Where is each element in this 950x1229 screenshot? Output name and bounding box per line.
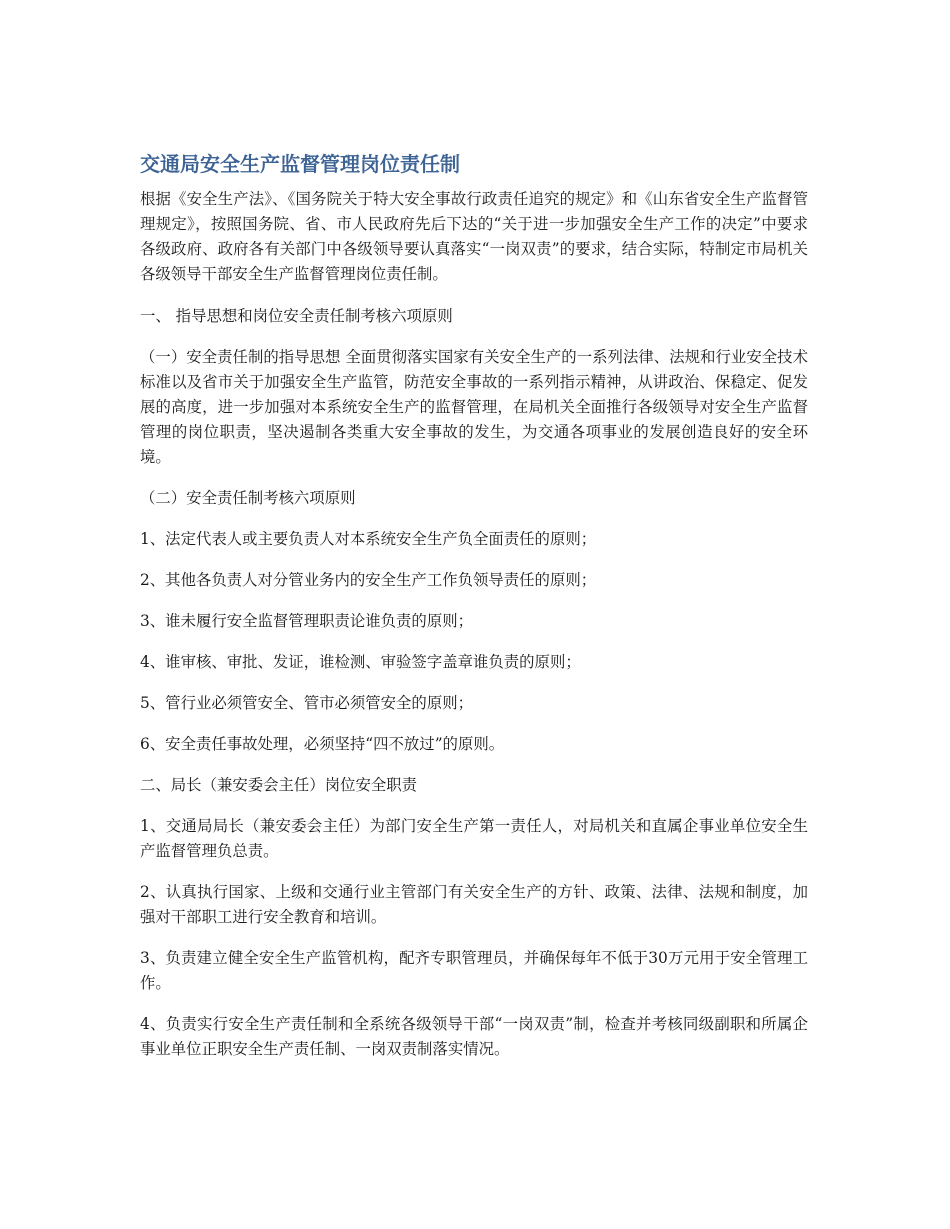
intro-paragraph: 根据《安全生产法》、《国务院关于特大安全事故行政责任追究的规定》和《山东省安全生产监督管理规定》，按照国务院、省、市人民政府先后下达的“关于进一步加强安全生产工作的决定”中要求各级政府、政府各有关部门中各级领导要认真落实“一岗双责”的要求，结合实际，特制定市局机关各级领导干部安全生产监督管理岗位责任制。 [140,190,808,283]
principle-item-3: 3、谁未履行安全监督管理职责论谁负责的原则； [140,612,473,630]
principle-item-2: 2、其他各负责人对分管业务内的安全生产工作负领导责任的原则； [140,571,597,589]
subsection-heading-principles: （二）安全责任制考核六项原则 [140,489,356,507]
principle-item-4: 4、谁审核、审批、发证，谁检测、审验签字盖章谁负责的原则； [140,653,581,671]
duty-item-3: 3、负责建立健全安全生产监管机构，配齐专职管理员，并确保每年不低于30万元用于安全管理工作。 [140,949,808,992]
section-heading-2: 二、局长（兼安委会主任）岗位安全职责 [140,776,418,794]
principle-item-6: 6、安全责任事故处理，必须坚持“四不放过”的原则。 [140,735,505,753]
document-title: 交通局安全生产监督管理岗位责任制 [140,152,460,176]
guiding-principle-paragraph: （一）安全责任制的指导思想 全面贯彻落实国家有关安全生产的一系列法律、法规和行业安全技术标准以及省市关于加强安全生产监管，防范安全事故的一系列指示精神，从讲政治、保稳定、促发展的高度，进一步加强对本系统安全生产的监督管理，在局机关全面推行各级领导对安全生产监督管理的岗位职责，坚决遏制各类重大安全事故的发生，为交通各项事业的发展创造良好的安全环境。 [140,348,808,466]
duty-item-1: 1、交通局局长（兼安委会主任）为部门安全生产第一责任人，对局机关和直属企事业单位安全生产监督管理负总责。 [140,817,808,860]
duty-item-4: 4、负责实行安全生产责任制和全系统各级领导干部“一岗双责”制，检查并考核同级副职和所属企事业单位正职安全生产责任制、一岗双责制落实情况。 [140,1015,808,1058]
section-heading-1: 一、 指导思想和岗位安全责任制考核六项原则 [140,307,453,325]
principle-item-1: 1、法定代表人或主要负责人对本系统安全生产负全面责任的原则； [140,530,597,548]
document-body [140,149,808,1078]
duty-item-2: 2、认真执行国家、上级和交通行业主管部门有关安全生产的方针、政策、法律、法规和制度，加强对干部职工进行安全教育和培训。 [140,883,808,926]
principle-item-5: 5、管行业必须管安全、管市必须管安全的原则； [140,694,473,712]
